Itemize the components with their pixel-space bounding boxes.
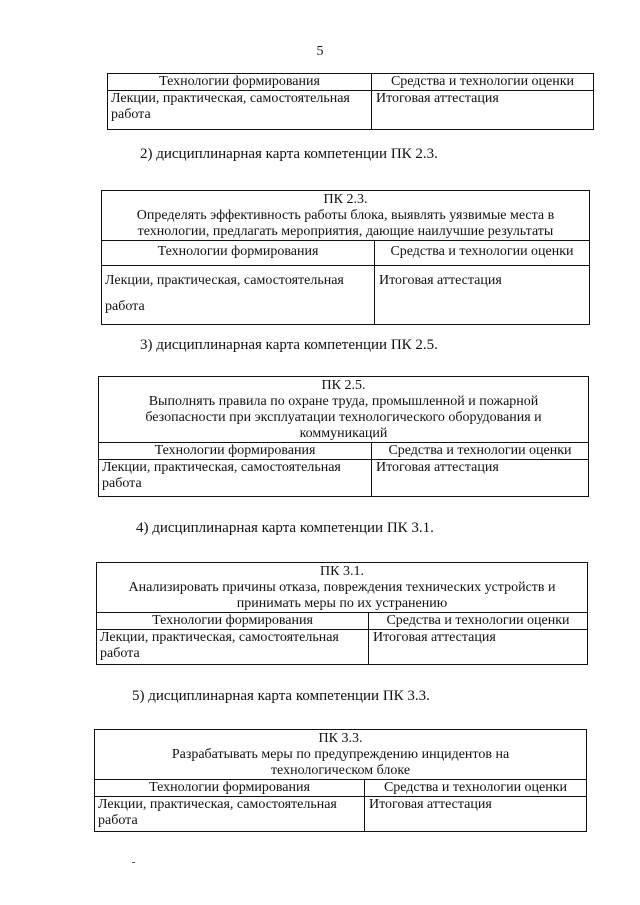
competence-description: Выполнять правила по охране труда, промышленной и пожарной безопасности при эксплуатации технологического оборудования и коммуникаций	[145, 394, 542, 441]
competence-description: Анализировать причины отказа, повреждения технических устройств и принимать меры по их устранению	[128, 580, 556, 611]
column-header-technologies: Технологии формирования	[95, 780, 365, 796]
column-header-technologies: Технологии формирования	[108, 74, 372, 90]
competence-card	[94, 729, 587, 832]
column-header-assessment: Средства и технологии оценки	[390, 74, 575, 89]
cell-technologies: Лекции, практическая, самостоятельная работа	[99, 460, 372, 496]
cell-technologies: Лекции, практическая, самостоятельная работа	[95, 797, 365, 831]
cell-assessment: Итоговая аттестация	[373, 630, 496, 645]
continuation-table	[107, 73, 594, 130]
competence-code: ПК 2.3.	[323, 192, 368, 207]
section-heading: 3) дисциплинарная карта компетенции ПК 2.5.	[140, 337, 438, 353]
competence-code: ПК 2.5.	[321, 378, 366, 393]
competence-description: Определять эффективность работы блока, выявлять уязвимые места в технологии, предлагать мероприятия, дающие наилучшие результаты	[136, 208, 555, 239]
table-row	[99, 460, 588, 496]
page-number: 5	[316, 44, 324, 59]
cell-assessment: Итоговая аттестация	[369, 797, 492, 812]
column-header-technologies: Технологии формирования	[97, 613, 369, 629]
table-header-row	[95, 780, 586, 797]
competence-card	[101, 190, 590, 325]
card-title	[95, 730, 586, 780]
competence-card	[98, 376, 589, 497]
competence-card	[96, 562, 588, 665]
cell-assessment: Итоговая аттестация	[379, 273, 502, 288]
cell-technologies: Лекции, практическая, самостоятельная работа	[97, 630, 369, 664]
column-header-assessment: Средства и технологии оценки	[390, 244, 574, 259]
competence-code: ПК 3.1.	[320, 564, 364, 579]
table-header-row	[102, 241, 589, 266]
table-row	[108, 91, 593, 129]
cell-technologies: Лекции, практическая, самостоятельная работа	[108, 91, 372, 129]
table-row	[97, 630, 587, 664]
card-title	[97, 563, 587, 613]
table-row	[95, 797, 586, 831]
scan-speck	[132, 862, 135, 863]
section-heading: 4) дисциплинарная карта компетенции ПК 3.1.	[136, 520, 434, 536]
competence-code: ПК 3.3.	[318, 731, 363, 746]
card-title	[102, 191, 589, 241]
table-row	[102, 266, 589, 324]
column-header-technologies: Технологии формирования	[99, 443, 372, 459]
card-title	[99, 377, 588, 443]
column-header-technologies: Технологии формирования	[102, 241, 375, 265]
column-header-assessment: Средства и технологии оценки	[386, 613, 570, 628]
cell-technologies: Лекции, практическая, самостоятельная работа	[102, 266, 375, 324]
table-header-row	[99, 443, 588, 460]
table-header-row	[108, 74, 593, 91]
cell-assessment: Итоговая аттестация	[376, 91, 499, 106]
column-header-assessment: Средства и технологии оценки	[388, 443, 572, 458]
section-heading: 5) дисциплинарная карта компетенции ПК 3.3.	[132, 688, 430, 704]
table-header-row	[97, 613, 587, 630]
cell-assessment: Итоговая аттестация	[376, 460, 499, 475]
section-heading: 2) дисциплинарная карта компетенции ПК 2.3.	[140, 146, 438, 162]
competence-description: Разрабатывать меры по предупреждению инцидентов на технологическом блоке	[171, 747, 510, 778]
column-header-assessment: Средства и технологии оценки	[383, 780, 568, 795]
